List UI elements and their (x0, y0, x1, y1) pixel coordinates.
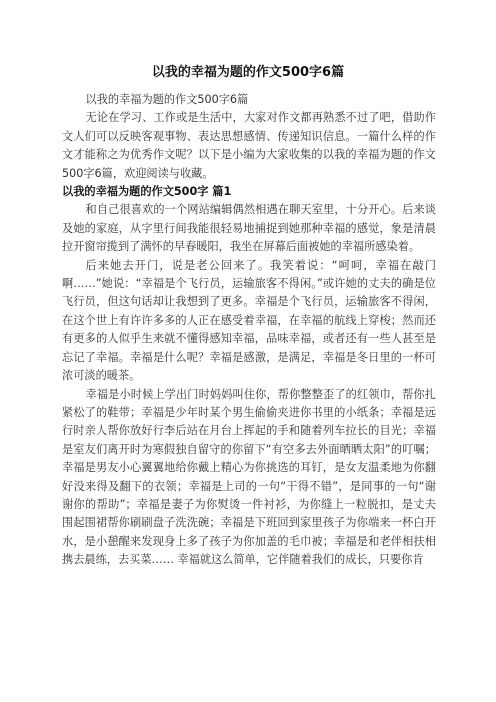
body-paragraph: 后来她去开门，说是老公回来了。我笑着说：“呵呵，幸福在敲门啊……”她说：“幸福是个飞行员，运输旅客不得闲。”或许她的丈夫的确是位飞行员，但这句话却让我想到了更多。幸福是个飞行员，运输旅客不得闲，在这个世上有许许多多的人正在感受着幸福，在幸福的航线上穿梭；然而还有更多的人似乎生来就不懂得感知幸福，品味幸福，或者还有一些人甚至是忘记了幸福。幸福是什么呢？幸福是感激，是满足，幸福是冬日里的一杯可浓可淡的暖茶。 (62, 258, 436, 383)
subtitle-paragraph: 以我的幸福为题的作文500字6篇 (85, 93, 249, 106)
body-paragraph: 和自己很喜欢的一个网站编辑偶然相遇在聊天室里，十分开心。后来谈及她的家庭，从字里行间我能很轻易地捕捉到她那种幸福的感觉，象是清晨拉开窗帘揽到了满怀的早春暖阳，我坐在屏幕后面被她的幸福所感染着。 (62, 203, 436, 254)
section-heading: 以我的幸福为题的作文500字 篇1 (62, 185, 232, 199)
intro-paragraph: 无论在学习、工作或是生活中，大家对作文都再熟悉不过了吧，借助作文人们可以反映客观事物、表达思想感情、传递知识信息。一篇什么样的作文才能称之为优秀作文呢？以下是小编为大家收集的以我的幸福为题的作文500字6篇，欢迎阅读与收藏。 (62, 111, 436, 180)
document-body (62, 91, 436, 570)
document-title: 以我的幸福为题的作文500字6篇 (151, 65, 345, 80)
body-paragraph: 幸福是小时候上学出门时妈妈叫住你，帮你整整歪了的红领巾，帮你扎紧松了的鞋带；幸福是少年时某个男生偷偷夹进你书里的小纸条；幸福是远行时亲人帮你放好行李后站在月台上挥起的手和随着列车拉长的目光；幸福是室友们离开时为寒假独自留守的你留下“有空多去外面晒晒太阳”的叮嘱；幸福是男友小心翼翼地给你戴上精心为你挑选的耳钉，是女友温柔地为你翻好没来得及翻下的衣领；幸福是上司的一句“干得不错”，是同事的一句“谢谢你的帮助”；幸福是妻子为你熨烫一件衬衫，为你缝上一粒脱扣，是丈夫围起围裙帮你刷刷盘子洗洗碗；幸福是下班回到家里孩子为你端来一杯白开水，是小憩醒来发现身上多了孩子为你加盖的毛巾被；幸福是和老伴相扶相携去晨练，去买菜…… 幸福就这么简单，它伴随着我们的成长，只要你肯 (62, 387, 436, 567)
